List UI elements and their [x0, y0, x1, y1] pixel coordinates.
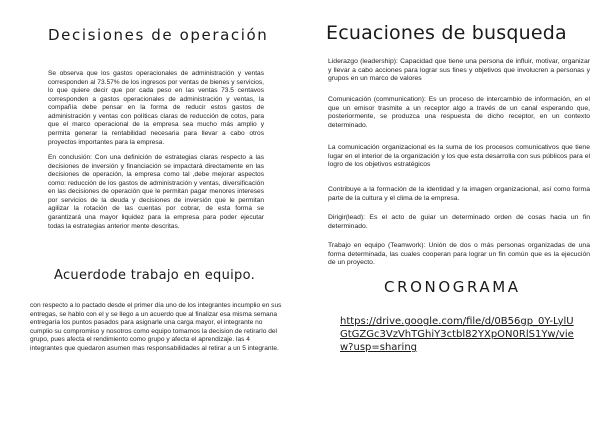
- comunicacion-organizacional-definition: La comunicación organizacional es la suma de los procesos comunicativos que tiene lugar en el interior de la organización y los que esta desarrolla con sus públicos para el logro de los objetivos estratégicos: [328, 144, 590, 169]
- cronograma-link[interactable]: https://drive.google.com/file/d/0B56gp_0Y-LylUGtGZGc3VzVhTGhiY3ctbl82YXpON0RlS1Yw/view?usp=sharing: [340, 316, 574, 353]
- cronograma-link-container: [340, 316, 580, 354]
- conclusion-paragraph: En conclusión: Con una definición de estrategias claras respecto a las decisiones de inversión y financiación se impactará directamente en las decisiones de operación, la empresa como tal ,debe mejorar aspectos como: reducción de los gastos de administración y ventas, diversificación en las decisiones de operación que le permitan pagar menores intereses por servicios de la deuda y decisiones de inversión que le permitan agilizar la rotación de las cuentas por cobrar, de esta forma se garantizará una mayor liquidez para la empresa para poder ejecutar todas la estrategias anterior mente descritas.: [48, 154, 264, 230]
- acuerdo-paragraph: con respecto a lo pactado desde el primer día uno de los integrantes incumplio en sus entregas, se hablo con el y se llego a un acuerdo que al finalizar esa misma semana entregaría los puntos pasados para asignarle una carga mayor, el integrante no cumplio su compromiso y nosotros como equipo tomamos la decision de retirarlo del grupo, pues afecta el rendimiento como grupo y afecta el aprendizaje. las 4 integrantes que quedaron asumen mas responsabilidades al retirar a un 5 integrante.: [30, 302, 282, 352]
- acuerdo-heading: Acuerdode trabajo en equipo.: [54, 268, 256, 283]
- contribuye-paragraph: Contribuye a la formación de la identidad y la imagen organizacional, así como forma parte de la cultura y el clima de la empresa.: [328, 186, 590, 202]
- liderazgo-definition: Liderazgo (leadership): Capacidad que tiene una persona de influir, motivar, organizar y llevar a cabo acciones para lograr sus fines y objetivos que involucren a personas y grupos en un marco de valores: [328, 58, 590, 83]
- cronograma-heading: CRONOGRAMA: [384, 278, 521, 296]
- gastos-paragraph: Se observa que los gastos operacionales de administración y ventas corresponden al 73.57% de los ingresos por ventas de bienes y servicios, lo que quiere decir que por cada peso en las ventas 73.5 centavos corresponden a gastos operacionales de administración y ventas, la compañía debe pensar en la forma de reducir estos gastos de administración y ventas con políticas claras de reducción de cotos, para que el marco operacional de la empresa sea mucho más amplio y permita generar la rentabilidad necesaria para llevar a cabo otros proyectos importantes para la empresa.: [48, 70, 264, 146]
- dirigir-definition: Dirigir(lead): Es el acto de guiar un determinado orden de cosas hacia un fin determinado.: [328, 214, 590, 230]
- busqueda-heading: Ecuaciones de busqueda: [326, 22, 567, 44]
- right-page: [300, 0, 600, 424]
- comunicacion-definition: Comunicación (communication): Es un proceso de intercambio de información, en el que un emisor trasmite a un receptor algo a través de un canal esperando que, posteriormente, se produzca una respuesta de dicho receptor, en un contexto determinado.: [328, 96, 590, 130]
- trabajo-equipo-definition: Trabajo en equipo (Teamwork): Unión de dos o más personas organizadas de una forma determinada, las cuales cooperan para lograr un fin común que es la ejecución de un proyecto.: [328, 242, 590, 267]
- operacion-heading: Decisiones de operación: [48, 26, 269, 44]
